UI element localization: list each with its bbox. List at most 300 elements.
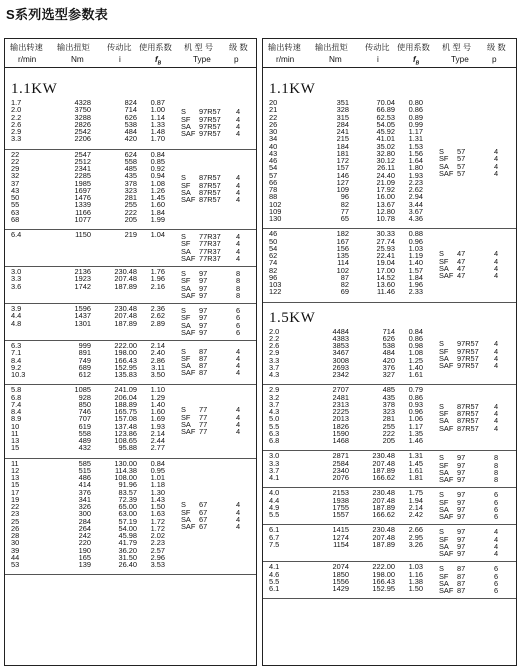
model-size: 67 [199, 507, 208, 517]
stage-count: 4 [494, 346, 499, 356]
table-cell: 55 [11, 200, 20, 210]
table-cell: 2341 [74, 164, 91, 173]
table-cell: 284 [78, 516, 91, 526]
table-cell: 6.8 [269, 436, 280, 445]
model-size: 97R57 [199, 107, 221, 117]
table-cell: 130.00 [114, 458, 137, 468]
table-cell: 50 [11, 193, 20, 202]
table-cell: 538 [124, 119, 137, 129]
stage-count: 4 [236, 405, 241, 415]
model-size: 87R57 [199, 173, 221, 183]
table-cell: 1.08 [150, 178, 165, 188]
table-cell: 1.00 [150, 105, 165, 115]
table-cell: 850 [78, 399, 91, 409]
header-model: 机 型 号 [442, 43, 472, 52]
table-cell: 207.48 [372, 532, 395, 542]
table-cell: 3.3 [11, 274, 22, 284]
speed-column [269, 328, 293, 379]
model-type-item [439, 258, 511, 265]
model-type-list [439, 340, 511, 369]
model-series: S [439, 147, 444, 157]
unit-speed: r/min [18, 55, 37, 64]
table-cell: 376 [78, 487, 91, 497]
table-cell: 5.8 [11, 385, 22, 395]
table-cell: 2.57 [150, 545, 165, 555]
model-type-item [439, 170, 511, 177]
model-series: SF [439, 256, 449, 266]
table-cell: 281 [124, 193, 137, 202]
model-size: 97 [457, 453, 466, 463]
model-type-list [439, 528, 511, 557]
table-cell: 108.65 [114, 436, 137, 445]
table-cell: 6.3 [269, 428, 280, 438]
table-cell: 1.50 [408, 584, 423, 593]
header-grade: 级 数 [229, 43, 248, 52]
model-series: SAF [181, 253, 196, 263]
table-cell: 13 [11, 436, 20, 445]
table-cell: 2826 [74, 119, 91, 129]
model-series: S [439, 453, 444, 463]
service-factor-column [143, 305, 165, 327]
model-series: S [181, 346, 186, 356]
model-size: 77R37 [199, 232, 221, 241]
model-series: SF [181, 114, 191, 124]
table-cell: 1.19 [408, 251, 423, 260]
table-cell: 3.9 [11, 304, 22, 313]
table-cell: 62.53 [376, 112, 395, 122]
model-series: S [439, 564, 444, 574]
table-cell: 123.86 [114, 428, 137, 438]
table-cell: 1.57 [408, 265, 423, 275]
table-cell: 137.48 [114, 421, 137, 431]
model-size: 77 [199, 419, 208, 429]
service-factor-column [143, 460, 165, 569]
table-cell: 198.00 [372, 569, 395, 579]
table-cell: 5.5 [269, 576, 280, 586]
table-cell: 88 [269, 192, 278, 202]
table-cell: 6.7 [269, 532, 280, 542]
table-cell: 198.00 [114, 348, 137, 358]
table-cell: 9.2 [11, 362, 22, 372]
table-cell: 68 [11, 214, 20, 224]
table-cell: 12.80 [376, 206, 395, 216]
table-cell: 166.43 [372, 576, 395, 586]
table-cell: 2153 [332, 488, 349, 498]
table-cell: 1.26 [150, 185, 165, 195]
stage-count: 8 [494, 460, 499, 470]
model-type-list [181, 270, 253, 299]
table-cell: 0.89 [408, 112, 423, 122]
model-series: SAF [439, 423, 454, 433]
table-cell: 230.48 [372, 525, 395, 535]
table-cell: 70.04 [376, 98, 395, 107]
model-size: 97 [457, 467, 466, 477]
table-cell: 28 [11, 531, 20, 540]
table-cell: 341 [78, 494, 91, 504]
table-cell: 19 [11, 494, 20, 504]
table-cell: 13.60 [376, 280, 395, 289]
table-cell: 0.84 [150, 458, 165, 468]
model-type-item [439, 272, 511, 279]
table-cell: 4.0 [269, 488, 280, 498]
table-cell: 3.7 [269, 465, 280, 475]
table-cell: 13 [11, 473, 20, 482]
model-size: 97 [457, 497, 466, 507]
table-cell: 486 [78, 473, 91, 482]
model-size: 87 [199, 353, 208, 363]
table-cell: 165.75 [114, 407, 137, 416]
stage-count: 6 [494, 578, 499, 588]
row-group [263, 561, 516, 599]
table-cell: 999 [78, 341, 91, 350]
table-cell: 157 [336, 163, 349, 173]
table-cell: 1.60 [150, 407, 165, 416]
stage-count: 4 [236, 522, 241, 532]
table-cell: 0.87 [150, 98, 165, 107]
stage-count: 4 [236, 173, 241, 183]
table-cell: 1.70 [150, 134, 165, 144]
model-size: 97R57 [457, 339, 479, 349]
table-cell: 182 [336, 229, 349, 239]
table-cell: 2342 [332, 370, 349, 379]
unit-ratio: i [119, 55, 121, 64]
model-size: 57 [457, 147, 466, 157]
table-cell: 0.93 [408, 399, 423, 409]
model-size: 97 [457, 460, 466, 470]
model-size: 87 [457, 586, 466, 595]
speed-column [269, 526, 293, 548]
row-group [263, 524, 516, 562]
table-cell: 8.4 [11, 355, 22, 365]
table-cell: 1742 [74, 281, 91, 291]
model-type-item [181, 292, 253, 299]
table-cell: 2707 [332, 385, 349, 395]
model-series: SF [181, 239, 191, 249]
table-cell: 689 [78, 362, 91, 372]
table-cell: 626 [124, 112, 137, 122]
table-cell: 0.84 [408, 326, 423, 336]
table-cell: 4383 [332, 333, 349, 343]
left-table-panel [4, 38, 257, 666]
table-cell: 220 [78, 538, 91, 548]
table-cell: 484 [382, 348, 395, 358]
table-cell: 0.96 [408, 407, 423, 416]
stage-count: 8 [236, 283, 241, 293]
table-cell: 3.50 [150, 370, 165, 379]
model-series: SA [181, 361, 191, 371]
table-cell: 1.10 [150, 385, 165, 395]
model-type-item [439, 148, 511, 155]
table-cell: 230.48 [114, 267, 137, 276]
table-cell: 66.89 [376, 105, 395, 115]
table-cell: 8.4 [11, 407, 22, 416]
table-cell: 82 [269, 265, 278, 275]
table-cell: 22 [269, 112, 278, 122]
table-cell: 0.99 [408, 119, 423, 129]
table-cell: 20 [269, 98, 278, 107]
table-cell: 26 [11, 523, 20, 533]
table-cell: 207.48 [372, 495, 395, 505]
table-cell: 22 [11, 156, 20, 166]
table-cell: 2.14 [150, 341, 165, 350]
table-cell: 281 [382, 414, 395, 424]
table-cell: 255 [124, 200, 137, 210]
table-cell: 43 [11, 185, 20, 195]
model-series: SF [181, 353, 191, 363]
table-cell: 11 [11, 428, 19, 438]
model-type-item [181, 270, 253, 277]
table-cell: 485 [124, 164, 137, 173]
table-cell: 166.62 [372, 510, 395, 519]
stage-count: 4 [236, 187, 241, 197]
model-size: 67 [199, 522, 208, 532]
table-cell: 619 [78, 421, 91, 431]
torque-column [315, 230, 349, 295]
model-type-item [181, 414, 253, 421]
table-cell: 3.7 [269, 399, 280, 409]
table-cell: 5.5 [269, 510, 280, 519]
stage-count: 4 [494, 401, 499, 411]
table-cell: 612 [78, 370, 91, 379]
unit-service-factor: $f_B$ [413, 55, 420, 67]
table-cell: 1556 [332, 576, 349, 586]
ratio-column [363, 452, 395, 481]
stage-count: 6 [494, 490, 499, 500]
table-cell: 351 [336, 98, 349, 107]
model-series: SA [181, 514, 191, 524]
model-size: 87 [199, 368, 208, 378]
ratio-column [363, 99, 395, 222]
row-group [5, 229, 256, 267]
model-series: SA [439, 353, 449, 363]
table-cell: 43 [269, 148, 278, 158]
table-cell: 130 [269, 214, 282, 223]
table-cell: 1.64 [408, 156, 423, 165]
table-cell: 2547 [74, 149, 91, 159]
table-cell: 0.96 [408, 236, 423, 246]
table-cell: 1.63 [150, 509, 165, 519]
table-cell: 323 [124, 185, 137, 195]
model-type-item [181, 428, 253, 435]
torque-column [315, 489, 349, 518]
ratio-column [105, 268, 137, 290]
table-cell: 32 [11, 171, 20, 181]
table-cell: 2481 [332, 392, 349, 402]
table-cell: 1.40 [408, 362, 423, 372]
speed-column [11, 460, 35, 569]
table-cell: 30.12 [376, 156, 395, 165]
model-size: 77R37 [199, 239, 221, 249]
table-cell: 1.01 [150, 473, 165, 482]
table-cell: 378 [124, 178, 137, 188]
table-cell: 205 [124, 214, 137, 224]
table-cell: 8.9 [11, 414, 22, 424]
model-size: 97 [457, 534, 466, 544]
table-cell: 0.80 [408, 98, 423, 107]
table-cell: 2.9 [269, 348, 280, 358]
table-cell: 1.06 [408, 414, 423, 424]
model-series: SA [439, 161, 449, 171]
model-type-item [439, 587, 511, 594]
torque-column [57, 305, 91, 327]
model-type-list [181, 174, 253, 203]
table-cell: 17 [11, 487, 20, 497]
table-cell: 139 [78, 560, 91, 569]
table-cell: 4.3 [269, 370, 280, 379]
table-cell: 1.46 [408, 436, 423, 445]
table-cell: 1.04 [150, 230, 165, 239]
table-cell: 3.26 [408, 539, 423, 549]
table-cell: 315 [336, 112, 349, 122]
table-cell: 1826 [332, 421, 349, 431]
table-cell: 1.93 [150, 421, 165, 431]
table-cell: 2.23 [150, 538, 165, 548]
table-cell: 0.86 [408, 392, 423, 402]
table-cell: 54 [269, 243, 278, 253]
table-cell: 2206 [74, 134, 91, 144]
table-cell: 1085 [74, 385, 91, 395]
ratio-column [363, 328, 395, 379]
service-factor-column [143, 386, 165, 451]
model-type-list [439, 491, 511, 520]
table-cell: 4484 [332, 326, 349, 336]
table-cell: 29 [11, 164, 20, 173]
model-size: 87R57 [199, 187, 221, 197]
model-size: 87 [457, 564, 466, 574]
unit-torque: Nm [329, 55, 342, 64]
stage-count: 4 [494, 256, 499, 266]
stage-count: 4 [494, 549, 499, 558]
table-cell: 255 [382, 421, 395, 431]
stage-count: 4 [236, 500, 241, 510]
table-cell: 241 [336, 127, 349, 136]
right-table-panel [262, 38, 517, 666]
table-cell: 10 [11, 421, 20, 431]
table-cell: 1154 [333, 539, 349, 549]
table-cell: 1.40 [150, 399, 165, 409]
table-cell: 30.33 [376, 229, 395, 239]
model-type-item [181, 307, 253, 314]
row-group [263, 326, 516, 386]
row-group [263, 487, 516, 525]
table-cell: 152.95 [114, 362, 137, 372]
table-cell: 54 [269, 163, 278, 173]
model-size: 77R37 [199, 253, 221, 263]
table-cell: 378 [382, 399, 395, 409]
header-service-factor: 使用系数 [397, 43, 430, 52]
table-cell: 184 [336, 141, 349, 151]
table-cell: 190 [78, 545, 91, 555]
model-type-list [181, 406, 253, 435]
table-cell: 222 [124, 207, 137, 217]
model-series: SF [181, 276, 191, 286]
table-cell: 109 [336, 185, 349, 194]
unit-grade: p [492, 55, 497, 64]
row-group [263, 450, 516, 488]
table-cell: 1.43 [150, 494, 165, 504]
stage-count: 6 [236, 320, 241, 330]
model-series: SA [439, 263, 449, 273]
model-series: S [181, 500, 186, 510]
table-cell: 0.98 [408, 341, 423, 350]
model-type-item [439, 550, 511, 557]
table-cell: 746 [78, 407, 91, 416]
model-series: S [181, 173, 186, 183]
table-cell: 46 [269, 156, 278, 165]
torque-column [57, 386, 91, 451]
model-size: 77R37 [199, 246, 221, 256]
table-cell: 1166 [75, 207, 91, 217]
model-type-item [439, 513, 511, 520]
table-cell: 1.31 [408, 451, 423, 461]
table-cell: 538 [382, 341, 395, 350]
torque-column [57, 342, 91, 378]
stage-count: 4 [236, 361, 241, 371]
table-cell: 1.50 [150, 502, 165, 511]
table-cell: 2.0 [11, 105, 22, 115]
model-series: SF [181, 412, 191, 422]
table-cell: 63.00 [118, 509, 137, 519]
table-cell: 187.89 [372, 502, 395, 512]
ratio-column [105, 386, 137, 451]
table-cell: 1077 [74, 214, 91, 224]
table-cell: 156 [336, 243, 349, 253]
table-cell: 11 [11, 458, 19, 468]
stage-count: 4 [494, 409, 499, 418]
model-series: SF [439, 460, 449, 470]
table-cell: 127 [336, 177, 349, 187]
unit-torque: Nm [71, 55, 84, 64]
model-size: 87R57 [457, 401, 479, 411]
table-cell: 1.84 [150, 207, 165, 217]
table-cell: 328 [336, 105, 349, 115]
model-size: 87R57 [457, 416, 479, 426]
unit-type: Type [451, 55, 469, 64]
table-cell: 53 [11, 560, 20, 569]
model-size: 57 [457, 161, 466, 171]
model-series: SF [439, 346, 449, 356]
table-cell: 2.42 [408, 510, 423, 519]
table-cell: 172 [336, 156, 349, 165]
model-series: SAF [181, 522, 196, 532]
model-series: SF [439, 154, 449, 164]
stage-count: 8 [494, 467, 499, 477]
table-cell: 2.62 [150, 311, 165, 321]
model-size: 97 [457, 512, 466, 521]
model-type-item [439, 462, 511, 469]
torque-column [57, 268, 91, 290]
speed-column [11, 342, 35, 378]
model-series: S [439, 249, 444, 259]
model-series: SF [439, 534, 449, 544]
table-cell: 135 [336, 251, 349, 260]
table-cell: 0.86 [408, 333, 423, 343]
table-cell: 1.18 [150, 480, 165, 490]
model-type-list [439, 403, 511, 432]
stage-count: 8 [236, 276, 241, 286]
table-cell: 6.1 [269, 584, 280, 593]
table-cell: 230.48 [372, 451, 395, 461]
table-cell: 749 [78, 355, 91, 365]
service-factor-column [143, 99, 165, 143]
table-cell: 1.03 [408, 243, 423, 253]
table-cell: 2.94 [408, 192, 423, 202]
table-cell: 3.2 [269, 392, 280, 402]
torque-column [315, 452, 349, 481]
ratio-column [105, 305, 137, 327]
table-cell: 135.83 [114, 370, 137, 379]
table-cell: 114 [337, 258, 349, 268]
